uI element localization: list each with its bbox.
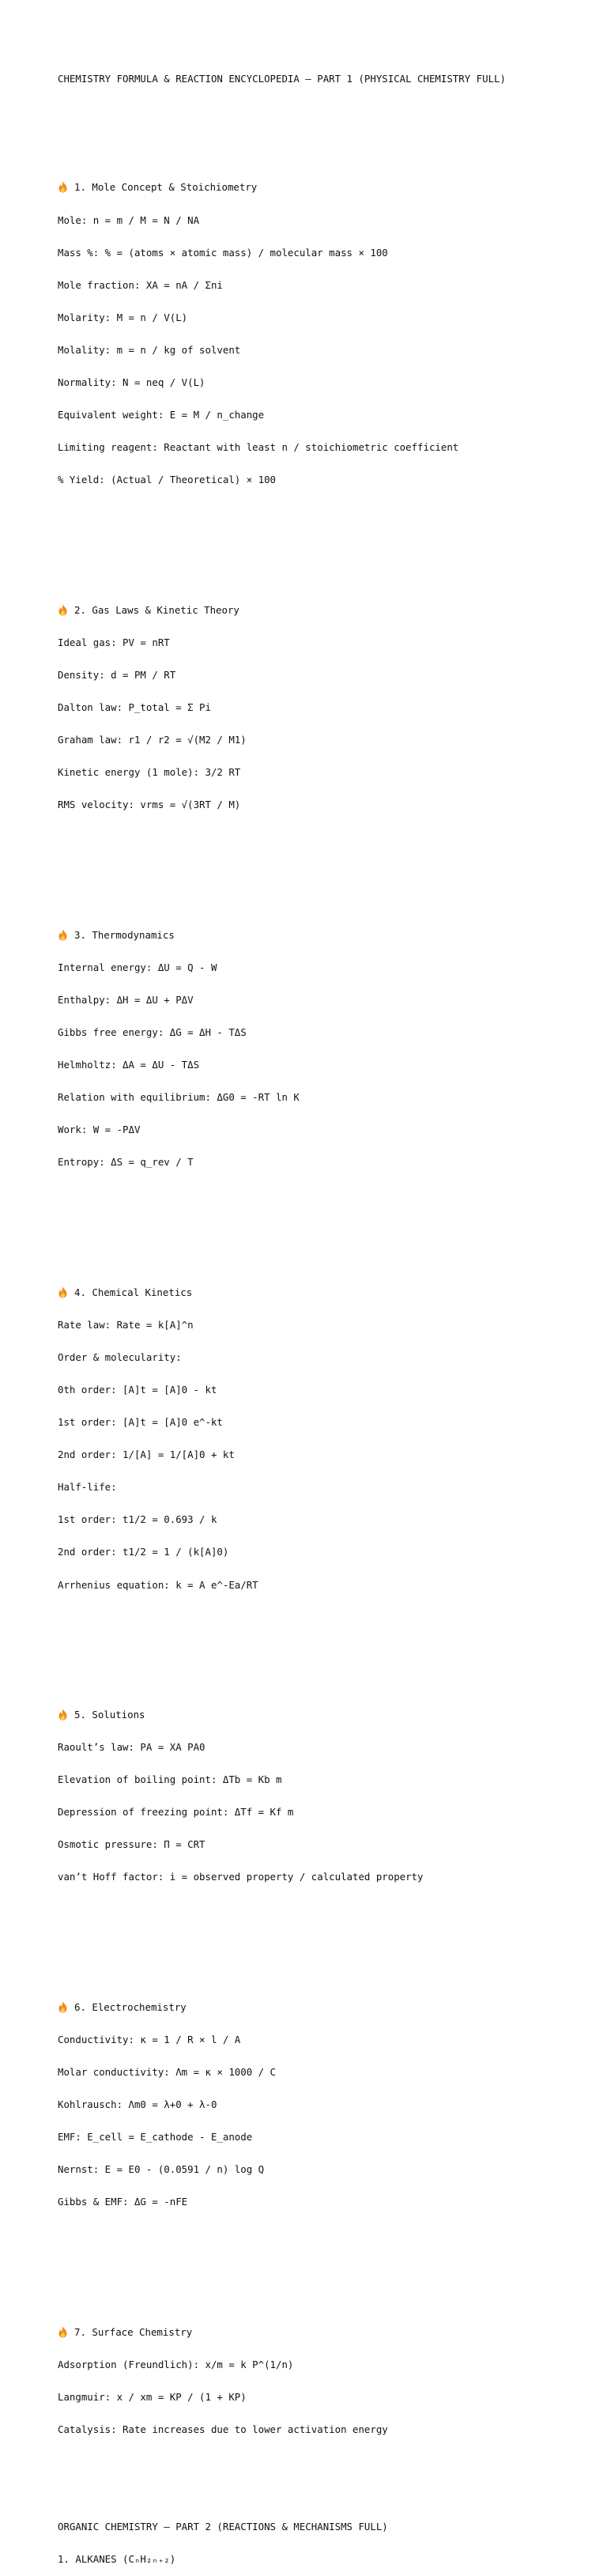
formula-line: RMS velocity: vrms = √(3RT / M) xyxy=(58,799,241,811)
formula-line: Relation with equilibrium: ΔG0 = -RT ln K xyxy=(58,1091,300,1104)
formula-line: Gibbs free energy: ΔG = ΔH - TΔS xyxy=(58,1025,247,1038)
formula-line: Molarity: M = n / V(L) xyxy=(58,311,188,323)
formula-line: Half-life: xyxy=(58,1481,117,1494)
fire-icon xyxy=(58,930,68,941)
formula-line: Adsorption (Freundlich): x/m = k P^(1/n) xyxy=(58,2358,294,2370)
formula-line: Osmotic pressure: Π = CRT xyxy=(58,1838,205,1851)
formula-line: % Yield: (Actual / Theoretical) × 100 xyxy=(58,474,277,486)
section-heading: 5. Solutions xyxy=(74,1708,145,1720)
spacer xyxy=(58,854,595,865)
fire-icon xyxy=(58,2002,68,2013)
section-chemical-kinetics xyxy=(58,1265,595,1611)
part2-title: ORGANIC CHEMISTRY – PART 2 (REACTIONS & MECHANISMS FULL) xyxy=(58,2521,388,2533)
formula-line: Catalysis: Rate increases due to lower activation energy xyxy=(58,2423,388,2436)
spacer xyxy=(58,2479,595,2490)
formula-line: Raoult’s law: PA = XA PA0 xyxy=(58,1741,205,1754)
formula-line: Entropy: ΔS = q_rev / T xyxy=(58,1156,194,1169)
formula-line: Molar conductivity: Λm = κ × 1000 / C xyxy=(58,2066,277,2078)
formula-line: Mole: n = m / M = N / NA xyxy=(58,213,200,226)
formula-line: Order & molecularity: xyxy=(58,1350,182,1363)
formula-line: Limiting reagent: Reactant with least n / stoichiometric coefficient xyxy=(58,441,459,454)
formula-line: Mole fraction: XA = nA / Σni xyxy=(58,278,223,291)
formula-line: Graham law: r1 / r2 = √(M2 / M1) xyxy=(58,734,247,746)
section-mole-concept xyxy=(58,161,595,507)
section-electrochemistry xyxy=(58,1980,595,2229)
section-heading: 6. Electrochemistry xyxy=(74,2000,187,2013)
formula-line: Kohlrausch: Λm0 = λ+0 + λ-0 xyxy=(58,2098,217,2111)
section-heading: 2. Gas Laws & Kinetic Theory xyxy=(74,603,239,616)
formula-line: Enthalpy: ΔH = ΔU + PΔV xyxy=(58,993,194,1006)
spacer xyxy=(58,2251,595,2262)
formula-line: EMF: E_cell = E_cathode - E_anode xyxy=(58,2131,253,2144)
formula-line: Ideal gas: PV = nRT xyxy=(58,636,170,648)
section-heading: 3. Thermodynamics xyxy=(74,928,175,941)
fire-icon xyxy=(58,1287,68,1298)
formula-line: Internal energy: ΔU = Q - W xyxy=(58,961,217,973)
section-thermodynamics xyxy=(58,908,595,1189)
formula-line: Density: d = PM / RT xyxy=(58,668,176,681)
spacer xyxy=(58,529,595,540)
formula-line: 2nd order: t1/2 = 1 / (k[A]0) xyxy=(58,1546,229,1558)
formula-line: 1st order: [A]t = [A]0 e^-kt xyxy=(58,1416,223,1429)
formula-line: Mass %: % = (atoms × atomic mass) / molecular mass × 100 xyxy=(58,246,388,259)
fire-icon xyxy=(58,2327,68,2338)
formula-line: Elevation of boiling point: ΔTb = Kb m xyxy=(58,1773,282,1786)
spacer xyxy=(58,1211,595,1222)
formula-line: 1st order: t1/2 = 0.693 / k xyxy=(58,1513,217,1526)
section-gas-laws xyxy=(58,583,595,832)
formula-line: Rate law: Rate = k[A]^n xyxy=(58,1318,194,1331)
formula-line: Molality: m = n / kg of solvent xyxy=(58,343,241,356)
formula-line: Depression of freezing point: ΔTf = Kf m xyxy=(58,1806,294,1819)
fire-icon xyxy=(58,605,68,616)
formula-line: Equivalent weight: E = M / n_change xyxy=(58,409,265,421)
spacer xyxy=(58,1634,595,1645)
part2-first-line: 1. ALKANES (CₙH₂ₙ₊₂) xyxy=(58,2553,176,2566)
section-heading: 7. Surface Chemistry xyxy=(74,2325,193,2338)
fire-icon xyxy=(58,182,68,193)
formula-line: 2nd order: 1/[A] = 1/[A]0 + kt xyxy=(58,1449,235,1461)
formula-line: Conductivity: κ = 1 / R × l / A xyxy=(58,2033,241,2045)
fire-icon xyxy=(58,1709,68,1720)
formula-line: Gibbs & EMF: ΔG = -nFE xyxy=(58,2196,188,2208)
spacer xyxy=(58,107,595,118)
formula-line: 0th order: [A]t = [A]0 - kt xyxy=(58,1383,217,1396)
formula-line: Dalton law: P_total = Σ Pi xyxy=(58,701,211,713)
formula-line: van’t Hoff factor: i = observed property / calculated property xyxy=(58,1871,424,1883)
formula-line: Normality: N = neq / V(L) xyxy=(58,376,205,388)
section-heading: 1. Mole Concept & Stoichiometry xyxy=(74,181,258,194)
document-title: CHEMISTRY FORMULA & REACTION ENCYCLOPEDIA – PART 1 (PHYSICAL CHEMISTRY FULL) xyxy=(58,73,506,85)
document-body xyxy=(58,52,595,2576)
section-solutions xyxy=(58,1688,595,1905)
formula-line: Kinetic energy (1 mole): 3/2 RT xyxy=(58,766,241,779)
formula-line: Helmholtz: ΔA = ΔU - TΔS xyxy=(58,1059,200,1071)
formula-line: Arrhenius equation: k = A e^-Ea/RT xyxy=(58,1578,258,1591)
spacer xyxy=(58,1926,595,1937)
section-surface-chemistry xyxy=(58,2305,595,2457)
formula-line: Langmuir: x / xm = KP / (1 + KP) xyxy=(58,2390,247,2403)
formula-line: Nernst: E = E0 - (0.0591 / n) log Q xyxy=(58,2163,265,2176)
section-heading: 4. Chemical Kinetics xyxy=(74,1286,193,1298)
formula-line: Work: W = -PΔV xyxy=(58,1124,141,1136)
